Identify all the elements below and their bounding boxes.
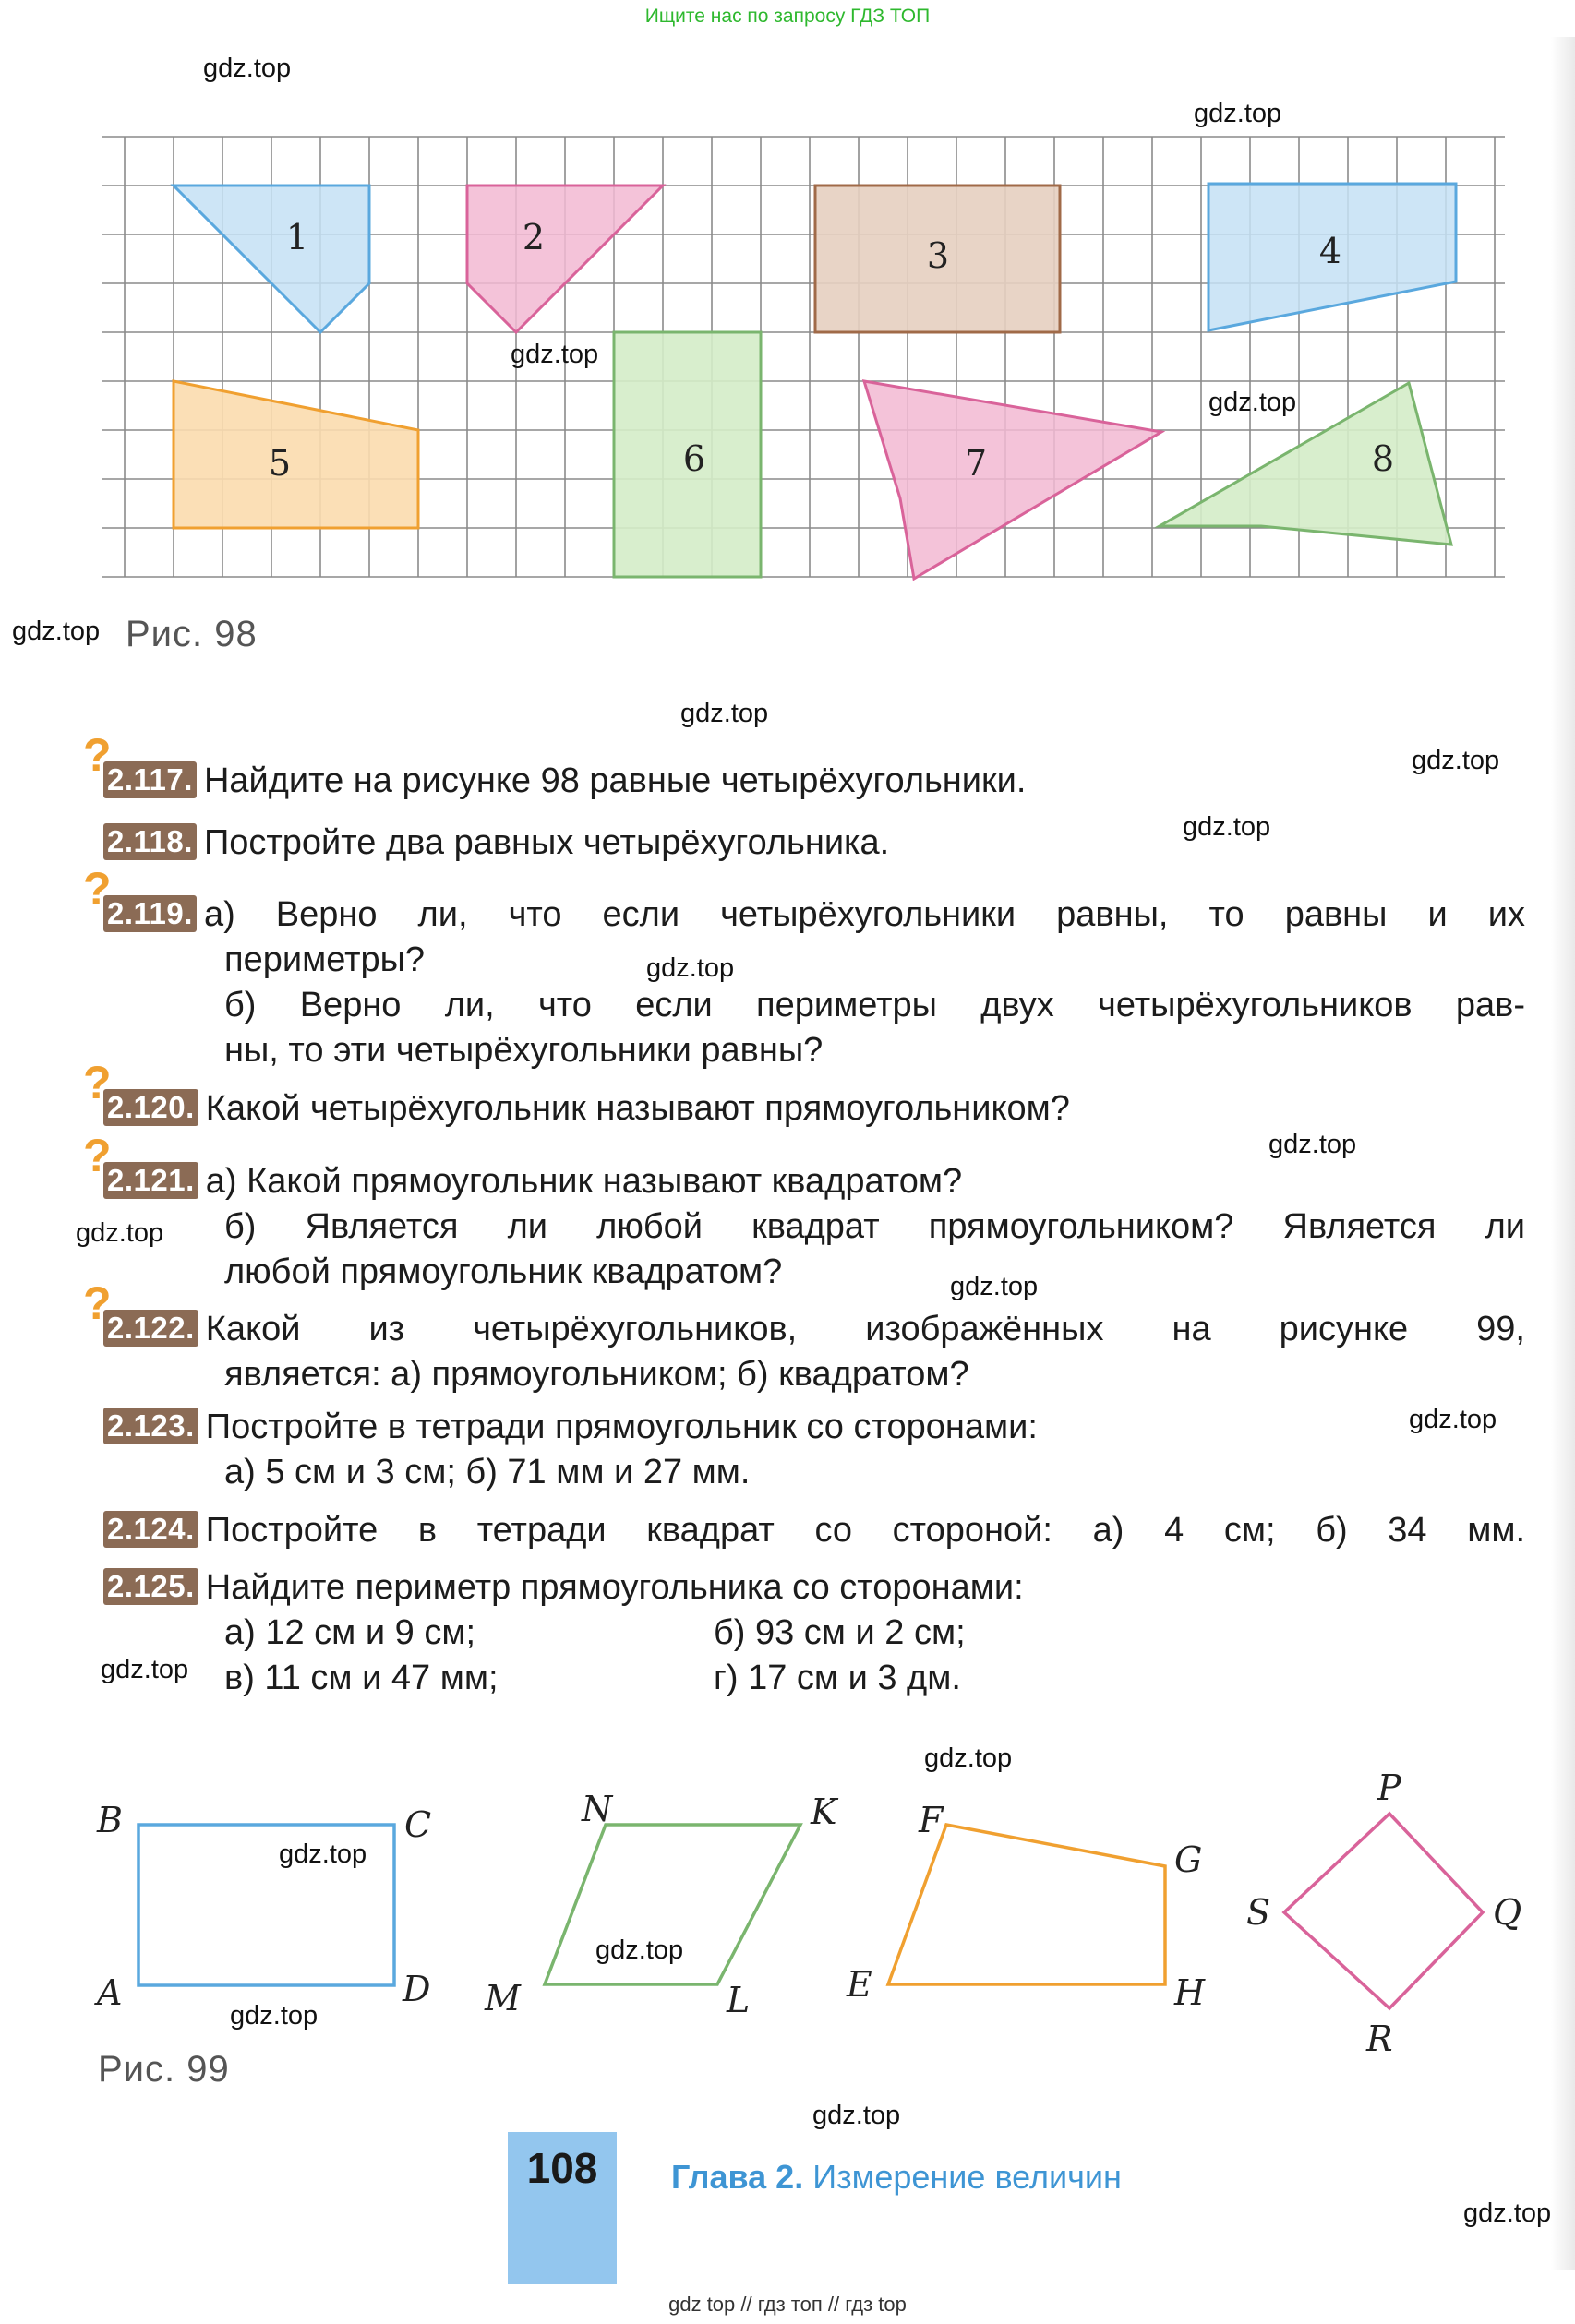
- page-number: 108: [526, 2144, 598, 2192]
- task-2-125: [103, 1565, 1525, 1701]
- shape-label-3: 3: [926, 235, 950, 276]
- task-text: Найдите периметр прямоугольника со сторонами:: [205, 1568, 1024, 1607]
- watermark: gdz.top: [76, 1218, 164, 1248]
- square-psqr: [1284, 1814, 1483, 2008]
- vertex-label: Q: [1493, 1892, 1522, 1933]
- figure-99-caption: Рис. 99: [98, 2049, 230, 2090]
- chapter-word: Глава 2.: [671, 2158, 804, 2196]
- task-text: Постройте в тетради квадрат со стороной: а) 4 см; б) 34 мм.: [205, 1511, 1525, 1550]
- vertex-label: L: [727, 1980, 751, 2020]
- vertex-label: R: [1366, 2019, 1393, 2059]
- task-options-row: [103, 1656, 1525, 1701]
- shape-label-1: 1: [285, 217, 309, 258]
- task-number: 2.119.: [103, 895, 197, 932]
- shape-label-5: 5: [268, 443, 292, 484]
- task-2-120: [83, 1057, 1525, 1132]
- watermark: gdz.top: [1268, 1130, 1357, 1159]
- vertex-label: C: [404, 1804, 432, 1845]
- quadrilateral-fgeh: [888, 1825, 1165, 1984]
- shape-8-quad: [1160, 383, 1451, 545]
- shape-label-2: 2: [522, 217, 546, 258]
- figure-98-caption: Рис. 98: [126, 614, 258, 654]
- task-option: а) 12 см и 9 см;: [224, 1613, 476, 1652]
- task-number: 2.118.: [103, 823, 197, 860]
- task-2-117: [83, 729, 1525, 804]
- watermark: gdz.top: [101, 1655, 189, 1684]
- watermark: gdz.top: [1409, 1405, 1497, 1434]
- vertex-label: F: [919, 1800, 944, 1840]
- task-line: периметры?: [224, 940, 426, 979]
- search-hint[interactable]: Ищите нас по запросу ГДЗ ТОП: [644, 6, 931, 27]
- watermark: gdz.top: [680, 699, 769, 728]
- task-line: б) Является ли любой квадрат прямоугольником? Является ли: [224, 1207, 1525, 1246]
- question-mark-icon: ?: [83, 1130, 112, 1181]
- task-line: [103, 1307, 1525, 1352]
- vertex-label: B: [97, 1800, 123, 1840]
- watermark: gdz.top: [1208, 388, 1297, 417]
- task-text: Какой из четырёхугольников, изображённых на рисунке 99,: [205, 1310, 1525, 1348]
- task-number: 2.121.: [103, 1162, 198, 1199]
- watermark: gdz.top: [1183, 812, 1271, 842]
- vertex-label: G: [1174, 1839, 1203, 1880]
- task-line: [103, 892, 1525, 938]
- task-2-123: [103, 1405, 1525, 1495]
- task-text: Какой четырёхугольник называют прямоугольником?: [205, 1089, 1070, 1128]
- vertex-label: H: [1174, 1972, 1206, 2013]
- watermark: gdz.top: [924, 1743, 1013, 1773]
- task-line: ны, то эти четырёхугольники равны?: [224, 1031, 824, 1070]
- task-line: [103, 1405, 1525, 1450]
- task-options-row: [103, 1611, 1525, 1656]
- shape-label-7: 7: [964, 443, 988, 484]
- shape-label-4: 4: [1318, 231, 1342, 271]
- question-mark-icon: ?: [83, 1277, 112, 1329]
- task-2-124: [103, 1508, 1525, 1553]
- task-option: в) 11 см и 47 мм;: [224, 1659, 499, 1697]
- watermark: gdz.top: [12, 617, 101, 646]
- question-mark-icon: ?: [83, 729, 112, 781]
- vertex-label: E: [847, 1964, 872, 2005]
- shape-7-quad: [864, 381, 1161, 579]
- vertex-label: K: [811, 1791, 837, 1832]
- task-number: 2.122.: [103, 1310, 198, 1347]
- task-number: 2.124.: [103, 1511, 198, 1548]
- task-text: Постройте в тетради прямоугольник со сторонами:: [205, 1408, 1038, 1446]
- vertex-label: S: [1246, 1892, 1271, 1933]
- figure-98: [0, 0, 1575, 646]
- task-option: б) 93 см и 2 см;: [714, 1613, 966, 1652]
- vertex-label: P: [1377, 1767, 1401, 1808]
- task-line: [103, 1565, 1525, 1611]
- watermark: gdz.top: [279, 1839, 367, 1869]
- watermark: gdz.top: [595, 1935, 684, 1965]
- footer-links[interactable]: gdz top // гдз топ // гдз top: [668, 2293, 907, 2316]
- task-text: а) Верно ли, что если четырёхугольники равны, то равны и их: [203, 895, 1525, 934]
- task-2-118: [103, 821, 1525, 866]
- watermark: gdz.top: [230, 2001, 319, 2031]
- chapter-name: Измерение величин: [812, 2158, 1122, 2196]
- watermark: gdz.top: [1463, 2198, 1552, 2228]
- question-mark-icon: ?: [83, 1057, 112, 1108]
- watermark: gdz.top: [1194, 99, 1282, 128]
- vertex-label: N: [582, 1789, 613, 1829]
- task-2-119: [83, 863, 1525, 1073]
- task-line: является: а) прямоугольником; б) квадратом?: [224, 1355, 969, 1394]
- task-text: а) Какой прямоугольник называют квадратом?: [205, 1162, 963, 1201]
- vertex-label: M: [485, 1978, 521, 2019]
- shape-label-8: 8: [1371, 438, 1395, 479]
- task-line: любой прямоугольник квадратом?: [224, 1252, 783, 1291]
- question-mark-icon: ?: [83, 863, 112, 915]
- watermark: gdz.top: [1412, 746, 1500, 775]
- vertex-label: D: [403, 1969, 431, 2009]
- task-text: Найдите на рисунке 98 равные четырёхугольники.: [203, 761, 1027, 800]
- task-line: [103, 1508, 1525, 1553]
- task-line: б) Верно ли, что если периметры двух четырёхугольников рав-: [224, 986, 1525, 1024]
- task-number: 2.117.: [103, 761, 197, 798]
- watermark: gdz.top: [511, 340, 599, 369]
- watermark: gdz.top: [646, 953, 735, 983]
- task-line: [103, 1159, 1525, 1204]
- task-number: 2.125.: [103, 1568, 198, 1605]
- watermark: gdz.top: [203, 54, 292, 83]
- shape-label-6: 6: [682, 438, 706, 479]
- chapter-title: [671, 2158, 1122, 2197]
- task-text: Постройте два равных четырёхугольника.: [203, 823, 890, 862]
- task-option: г) 17 см и 3 дм.: [714, 1659, 961, 1697]
- watermark: gdz.top: [950, 1272, 1039, 1301]
- task-line: а) 5 см и 3 см; б) 71 мм и 27 мм.: [224, 1453, 751, 1491]
- task-number: 2.123.: [103, 1408, 198, 1444]
- shape-5-trapezoid: [174, 381, 418, 528]
- vertex-label: A: [97, 1972, 123, 2013]
- task-number: 2.120.: [103, 1089, 198, 1126]
- watermark: gdz.top: [812, 2101, 901, 2130]
